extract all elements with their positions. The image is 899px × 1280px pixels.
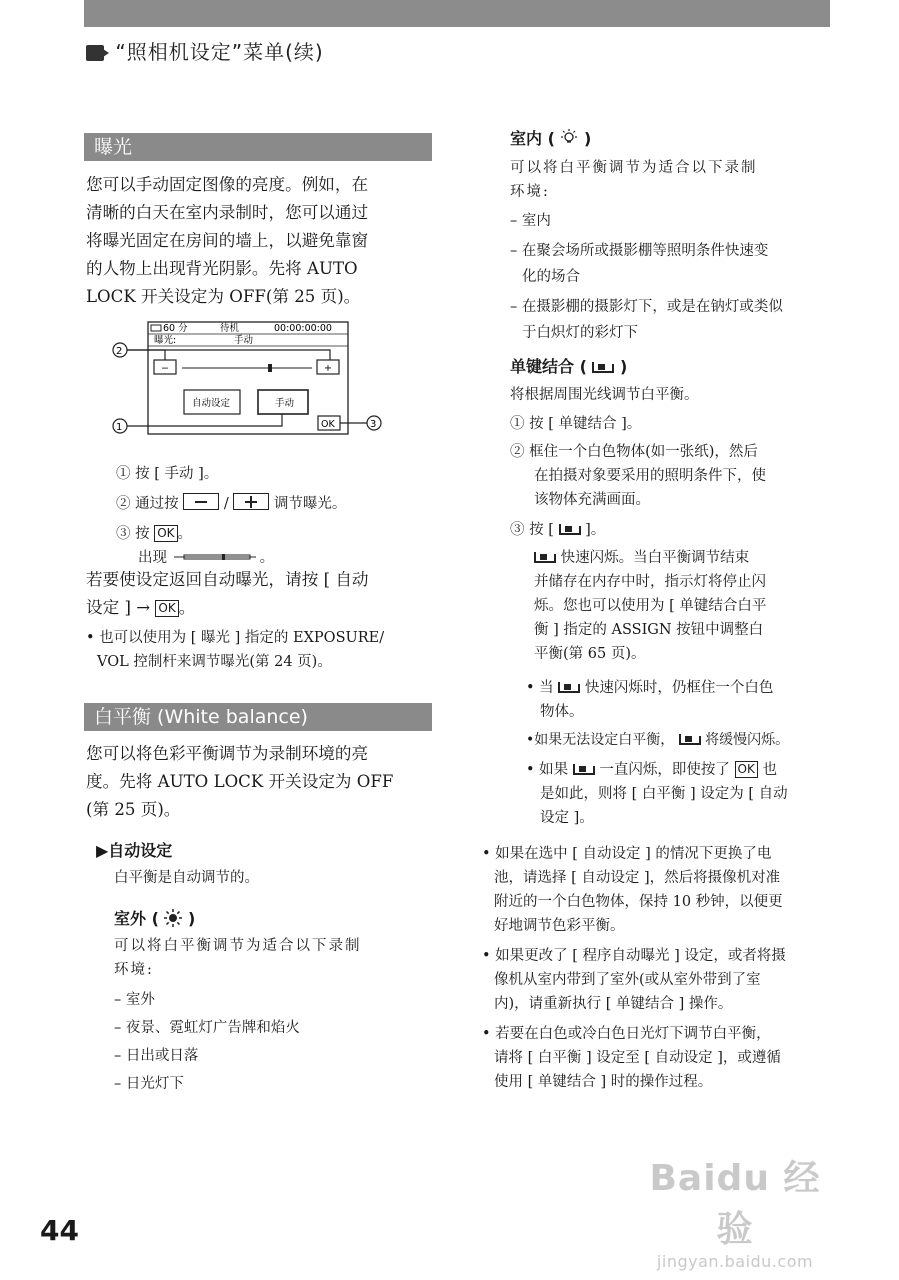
list-item: – 室外: [114, 992, 155, 1008]
lightbulb-icon: [560, 129, 578, 147]
heading-prefix: 室内 (: [510, 129, 555, 148]
lcd-mode: 手动: [234, 335, 254, 346]
text-line: [526, 758, 836, 782]
text-line: • 也可以使用为 [ 曝光 ] 指定的 EXPOSURE/: [86, 630, 385, 646]
text-line: (第 25 页)。: [86, 800, 181, 819]
text-line: 设定 ]。: [540, 810, 594, 826]
text-line: 烁。您也可以使用为 [ 单键结合白平: [534, 598, 767, 614]
heading-suffix: ): [188, 909, 196, 928]
list-item: – 夜景、霓虹灯广告牌和焰火: [114, 1020, 300, 1036]
wb-notes: [482, 842, 834, 1094]
step-2: [116, 492, 436, 516]
svg-text:2: 2: [116, 346, 123, 357]
wb-onepush-desc: 将根据周围光线调节白平衡。: [510, 387, 699, 403]
one-push-icon: [573, 763, 595, 775]
bullet-text: 快速闪烁时，仍框住一个白色: [584, 680, 774, 696]
step3-suffix: ]。: [585, 522, 606, 538]
text-line: • 如果在选中 [ 自动设定 ] 的情况下更换了电: [482, 846, 772, 862]
watermark: [635, 1150, 835, 1271]
lcd-auto-label: 自动设定: [192, 398, 231, 409]
list-item: – 在摄影棚的摄影灯下，或是在钠灯或类似: [510, 299, 783, 315]
text-line: 内)，请重新执行 [ 单键结合 ] 操作。: [494, 996, 733, 1012]
minus-icon: −: [161, 363, 169, 374]
appear-suffix: 。: [259, 550, 275, 566]
list-item: – 室内: [510, 213, 551, 229]
exposure-intro: [86, 171, 436, 311]
text-line: 您可以手动固定图像的亮度。例如，在: [86, 175, 369, 194]
text-line: 可以将白平衡调节为适合以下录制: [510, 160, 758, 176]
bullet-text: •如果无法设定白平衡，: [526, 732, 675, 748]
svg-text:1: 1: [116, 422, 123, 433]
bullet-text: • 当: [526, 680, 554, 696]
page-title: “照相机设定”菜单(续): [115, 40, 324, 64]
list-item: – 日光灯下: [114, 1076, 184, 1092]
text-line: ② 框住一个白色物体(如一张纸)，然后: [510, 444, 758, 460]
exposure-reset: [86, 566, 438, 622]
watermark-url: jingyan.baidu.com: [656, 1252, 814, 1271]
appear-prefix: 出现: [138, 550, 167, 566]
lcd-label: 曝光:: [154, 335, 177, 346]
wb-indoor-heading: [510, 126, 591, 149]
text-line: LOCK 开关设定为 OFF(第 25 页)。: [86, 287, 361, 306]
text-line: • 若要在白色或冷白色日光灯下调节白平衡，: [482, 1026, 771, 1042]
lcd-battery: 60 分: [163, 323, 188, 334]
reset-text: 设定 ]: [86, 598, 131, 617]
wb-indoor-list: [510, 208, 840, 346]
bullet-text: • 如果: [526, 762, 569, 778]
note-2: [482, 944, 834, 1016]
wb-onepush-step1: ① 按 [ 单键结合 ]。: [510, 416, 642, 432]
list-item: 于白炽灯的彩灯下: [522, 325, 638, 341]
watermark-brand: Baidu 经验: [649, 1158, 821, 1250]
note-3: [482, 1022, 834, 1094]
text-line: 并储存在内存中时，指示灯将停止闪: [534, 574, 766, 590]
text-line: [526, 676, 836, 700]
ok-button-icon: OK: [154, 525, 177, 542]
text-line: 该物体充满画面。: [534, 492, 650, 508]
wb-outdoor-desc: [114, 934, 434, 982]
page-number: 44: [40, 1214, 79, 1247]
ok-button-icon: OK: [735, 761, 758, 778]
text-line: 是如此，则将 [ 白平衡 ] 设定为 [ 自动: [540, 786, 788, 802]
exposure-lcd-diagram: [110, 316, 386, 440]
step-2-suffix: 调节曝光。: [273, 496, 347, 512]
text-line: 附近的一个白色物体，保持 10 秒钟，以便更: [494, 894, 783, 910]
text-line: 物体。: [540, 704, 584, 720]
heading-prefix: 单键结合 (: [510, 357, 587, 376]
svg-text:3: 3: [370, 419, 377, 430]
text-line: 好地调节色彩平衡。: [494, 918, 625, 934]
step-2-prefix: ② 通过按: [116, 496, 179, 512]
header-band: [84, 0, 830, 27]
one-push-icon: [592, 361, 614, 373]
exposure-indicator-icon: [172, 552, 260, 562]
text-line: 环境:: [510, 184, 550, 200]
step3-prefix: ③ 按 [: [510, 522, 554, 538]
one-push-icon: [559, 523, 581, 535]
wb-onepush-step3: [510, 518, 605, 542]
bullet-text: 也: [762, 762, 777, 778]
heading-prefix: 室外 (: [114, 909, 159, 928]
one-push-icon: [679, 733, 701, 745]
step-1: ① 按 [ 手动 ]。: [116, 466, 219, 482]
bullet-text: 将缓慢闪烁。: [705, 732, 790, 748]
page-header: [86, 36, 324, 65]
text-line: 环境:: [114, 962, 154, 978]
lcd-manual-label: 手动: [275, 398, 295, 409]
lcd-status: 待机: [220, 323, 240, 334]
list-item: – 日出或日落: [114, 1048, 199, 1064]
wb-onepush-flash-para: [534, 546, 834, 666]
bullet-text: 一直闪烁，即使按了: [599, 762, 730, 778]
text-line: 使用 [ 单键结合 ] 时的操作过程。: [494, 1074, 713, 1090]
wb-auto-heading: ▶自动设定: [96, 841, 173, 860]
text-line: 您可以将色彩平衡调节为录制环境的亮: [86, 744, 369, 763]
step-3: [116, 522, 436, 546]
section-title-exposure: 曝光: [84, 133, 432, 161]
wb-onepush-heading: [510, 354, 627, 377]
text-line: 清晰的白天在室内录制时，您可以通过: [86, 203, 369, 222]
section-title-white-balance: 白平衡 (White balance): [84, 703, 432, 731]
exposure-slider-thumb: [268, 364, 272, 372]
list-item: – 在聚会场所或摄影棚等照明条件快速变: [510, 243, 769, 259]
wb-onepush-step2: [510, 440, 840, 512]
one-push-icon: [534, 551, 556, 563]
text-line: 设定 ] → OK 。: [86, 598, 196, 617]
wb-indoor-desc: [510, 156, 830, 204]
wb-auto-desc: 白平衡是自动调节的。: [114, 870, 259, 886]
text-line: 像机从室内带到了室外(或从室外带到了室: [494, 972, 761, 988]
text-line: 平衡(第 65 页)。: [534, 646, 646, 662]
wb-onepush-bullet-1: [526, 676, 836, 724]
camera-icon: [86, 45, 104, 61]
heading-suffix: ): [584, 129, 592, 148]
text-line: [534, 546, 834, 570]
minus-button-icon: [183, 493, 219, 510]
exposure-steps: [116, 462, 436, 570]
sun-icon: [164, 909, 182, 927]
text-line: 将曝光固定在房间的墙上，以避免靠窗: [86, 231, 369, 250]
wb-onepush-bullet-2: [526, 728, 846, 752]
wb-onepush-bullet-3: [526, 758, 836, 830]
list-item: 化的场合: [522, 269, 580, 285]
text-line: 衡 ] 指定的 ASSIGN 按钮中调整白: [534, 622, 764, 638]
plus-icon: +: [324, 363, 332, 374]
heading-suffix: ): [620, 357, 628, 376]
plus-button-icon: [233, 493, 269, 510]
flash-text: 快速闪烁。当白平衡调节结束: [560, 550, 750, 566]
step-3-suffix: 。: [177, 526, 193, 542]
text-line: 可以将白平衡调节为适合以下录制: [114, 938, 362, 954]
text-line: 在拍摄对象要采用的照明条件下，使: [534, 468, 766, 484]
wb-intro: [86, 740, 436, 824]
wb-outdoor-list: [114, 986, 434, 1098]
text-line: • 如果更改了 [ 程序自动曝光 ] 设定，或者将摄: [482, 948, 786, 964]
text-line: 的人物上出现背光阴影。先将 AUTO: [86, 259, 358, 278]
text-line: 池，请选择 [ 自动设定 ]，然后将摄像机对准: [494, 870, 781, 886]
text-line: VOL 控制杆来调节曝光(第 24 页)。: [97, 654, 332, 670]
text-line: 度。先将 AUTO LOCK 开关设定为 OFF: [86, 772, 394, 791]
lcd-ok-label: OK: [321, 419, 335, 430]
note-1: [482, 842, 834, 938]
step-3-prefix: ③ 按: [116, 526, 150, 542]
text-line: 请将 [ 白平衡 ] 设定至 [ 自动设定 ]，或遵循: [494, 1050, 781, 1066]
text-line: 若要使设定返回自动曝光，请按 [ 自动: [86, 570, 369, 589]
step-2-separator: /: [223, 496, 229, 512]
wb-outdoor-heading: [114, 906, 195, 929]
ok-button-icon: OK: [155, 600, 178, 617]
one-push-icon: [558, 681, 580, 693]
arrow-right-icon: →: [136, 598, 151, 617]
exposure-note: [86, 626, 438, 674]
lcd-timecode: 00:00:00:00: [274, 323, 332, 334]
